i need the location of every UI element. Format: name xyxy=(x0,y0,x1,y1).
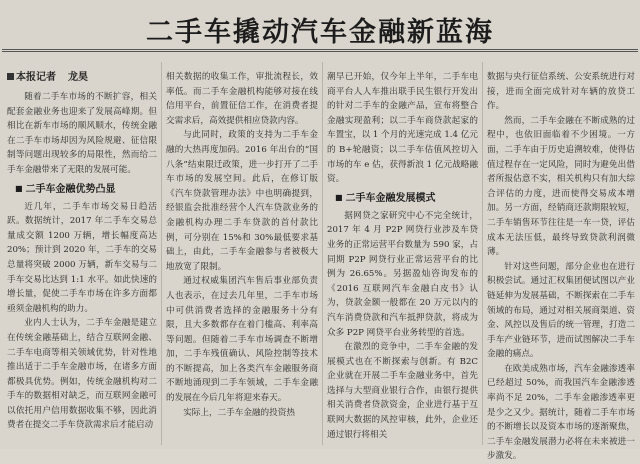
column-4 xyxy=(487,70,635,462)
byline-author: 龙昊 xyxy=(68,72,88,83)
column-divider xyxy=(161,62,162,445)
headline-rule-bottom xyxy=(2,51,638,52)
paragraph: 实际上，二手车金融的投资热 xyxy=(183,407,295,418)
byline-label: 本报记者 xyxy=(16,72,56,83)
article-headline: 二手车撬动汽车金融新蓝海 xyxy=(146,17,494,48)
byline-square-icon xyxy=(7,73,14,80)
triangle-icon: ■ xyxy=(15,183,23,193)
column-divider xyxy=(322,62,323,445)
column-1 xyxy=(7,90,157,447)
column-2 xyxy=(166,70,318,447)
column-divider xyxy=(482,62,483,445)
paragraph: 据网贷之家研究中心不完全统计，2017 年 4 月 P2P 网贷行业涉及车贷业务的正常运营平台数量为 590 家，占同期 P2P 网贷行业正常运营平台的比例为 26.65%。另据盈灿咨询发布的《2016 互联网汽车金融白皮书》认为，贷款金额一般都在 20 万元以内的汽车消费贷款和汽车抵押贷款，将成为众多 P2P 网贷平台业务转型的首选。 xyxy=(327,210,478,338)
paragraph: 数据与央行征信系统、公安系统进行对接，进而全面完成针对车辆的放贷工作。 xyxy=(487,72,635,112)
paragraph: 近几年，二手车市场交易日趋活跃。数据统计，2017 年二手车交易总量成交额 1200 万辆，增长幅度高达 20%；预计到 2020 年，二手车的交易总量将突破 2000 万辆，新车交易与二手车交易比达到 1:1 水平。如此快速的增长量，促使二手车市场在许多方面都亟须金融机构的助力。 xyxy=(7,201,157,314)
column-3 xyxy=(327,70,478,447)
paragraph: 在欧美成熟市场，汽车金融渗透率已经超过 50%，而我国汽车金融渗透率尚不足 20%，二手车金融渗透率更是少之又少。据统计，随着二手车市场的不断增长以及资本市场的逐渐聚焦，二手车金融发展潜力必将在未来被进一步激发。 xyxy=(487,363,635,462)
paragraph: 潮早已开始，仅今年上半年，二手车电商平台人人车推出联手民生银行开发出的针对二手车的金融产品，宣布将整合金融实现盈利；以二手车商贷款起家的车置宝，以 1 个月的光速完成 1.4 亿元的 B+轮融资；以二手车估值风控切入市场的车 e 估，获得新浪 1 亿元战略融资。 xyxy=(327,72,478,185)
byline xyxy=(7,68,88,83)
triangle-icon: ■ xyxy=(335,192,343,202)
headline-rule-top xyxy=(2,49,638,50)
section-heading-1: ■ 二手车金融优势凸显 xyxy=(7,181,157,198)
paragraph: 然而，二手车金融在不断成熟的过程中，也依旧面临着不少困境。一方面，二手车由于历史追溯较难，使得估值过程存在一定风险，同时为避免出借者所报估意不实，相关机构只有加大综合评估的力度，进而使得交易成本增加。另一方面，经销商还款期限较短，二手车销售环节往往是一车一贷，评估成本无法压低，最终导致贷款利润微薄。 xyxy=(487,115,635,258)
paragraph: 通过权威集团汽车售后事业部负责人也表示，在过去几年里，二手车市场中可供消费者选择的金融服务十分有限，且大多数都存在着门槛高、利率高等问题。但随着二手车市场调查不断增加，二手车残值确认、风险控制等技术的不断提高，加上各类汽车金融服务商不断地涌现到二手车领域，二手车金融的发展在今后几年将迎来春天。 xyxy=(166,276,318,404)
paragraph: 相关数据的收集工作，审批流程长，效率低。而二手车金融机构能够对接在线信用平台，前置征信工作，在消费者提交需求后，高效提供相应贷款内容。 xyxy=(166,72,318,126)
paragraph: 在激烈的竞争中，二手车金融的发展模式也在不断探索与创新。有 B2C 企业就在开展二手车金融业务中，首先选择与大型商业银行合作，由银行提供相关消费者贷款资金，企业进行基于互联网大数据的风控审核，此外，企业还通过银行将相关 xyxy=(327,342,478,440)
paragraph: 针对这些问题，部分企业也在进行积极尝试。通过汇权集团便试图以产业链延伸为发展基础，不断探索在二手车领域的布局，通过对相关展商渠道、资金、风控以及售后的统一管理，打造二手车产业链环节，进而试图解决二手车金融的痛点。 xyxy=(487,261,635,360)
paragraph: 与此同时，政策的支持为二手车金融的大热再度加码。2016 年出台的“国八条”结束限迁政策，进一步打开了二手车市场的发展空间。此后，在修订版《汽车贷款管理办法》中也明确提到，经银监会批准经营个人汽车贷款业务的金融机构办理二手车贷款的首付款比例，可分别在 15%和 30%最低要求基础上，由此，二手车金融参与者被极大地放宽了限制。 xyxy=(166,130,318,272)
paragraph: 业内人士认为，二手车金融是建立在传统金融基础上，结合互联网金融、二手车电商等相关领域优势，针对性地推出适于二手车金融市场，在诸多方面都极具优势。例如，传统金融机构对二手车的数据相对缺乏，而互联网金融可以依托用户信用数据收集不够，因此消费者在提交二手车贷款需求后才能启动 xyxy=(7,318,157,431)
paragraph: 随着二手车市场的不断扩容，相关配套金融业务也迎来了发展高峰期。但相比在新车市场的顺风顺水，传统金融在二手车市场却因为风险规避、征信限制等问题出现较多的局限性，然而给二手车金融带来了无限的发展可能。 xyxy=(7,92,157,175)
section-heading-2: ■ 二手车金融发展模式 xyxy=(327,190,478,207)
